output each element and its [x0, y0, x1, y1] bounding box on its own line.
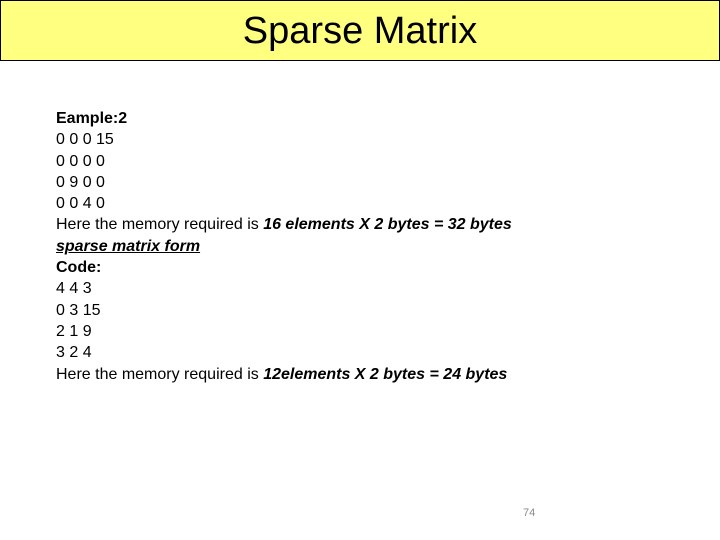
- code-row: 4 4 3: [56, 280, 92, 298]
- code-row: 0 3 15: [56, 301, 101, 319]
- matrix-row: 0 0 4 0: [56, 195, 105, 213]
- memory-line-emphasis: 12elements X 2 bytes = 24 bytes: [263, 365, 508, 383]
- slide-title: Sparse Matrix: [242, 9, 478, 52]
- title-bar: [0, 0, 720, 61]
- memory-line-prefix: Here the memory required is: [56, 216, 264, 234]
- matrix-row: 0 0 0 15: [56, 131, 114, 149]
- slide-body: [56, 108, 696, 385]
- code-row: 2 1 9: [56, 322, 92, 340]
- matrix-row: 0 0 0 0: [56, 152, 105, 170]
- page-number: 74: [523, 507, 536, 519]
- memory-line-emphasis: 16 elements X 2 bytes = 32 bytes: [263, 216, 512, 234]
- memory-line-prefix: Here the memory required is: [56, 365, 264, 383]
- code-label: Code:: [56, 259, 102, 277]
- memory-line: [56, 214, 696, 235]
- matrix-row: 0 9 0 0: [56, 173, 105, 191]
- memory-line: [56, 364, 696, 385]
- sparse-form-heading: sparse matrix form: [56, 237, 201, 255]
- example-label: Eample:2: [56, 110, 128, 127]
- code-row: 3 2 4: [56, 344, 92, 362]
